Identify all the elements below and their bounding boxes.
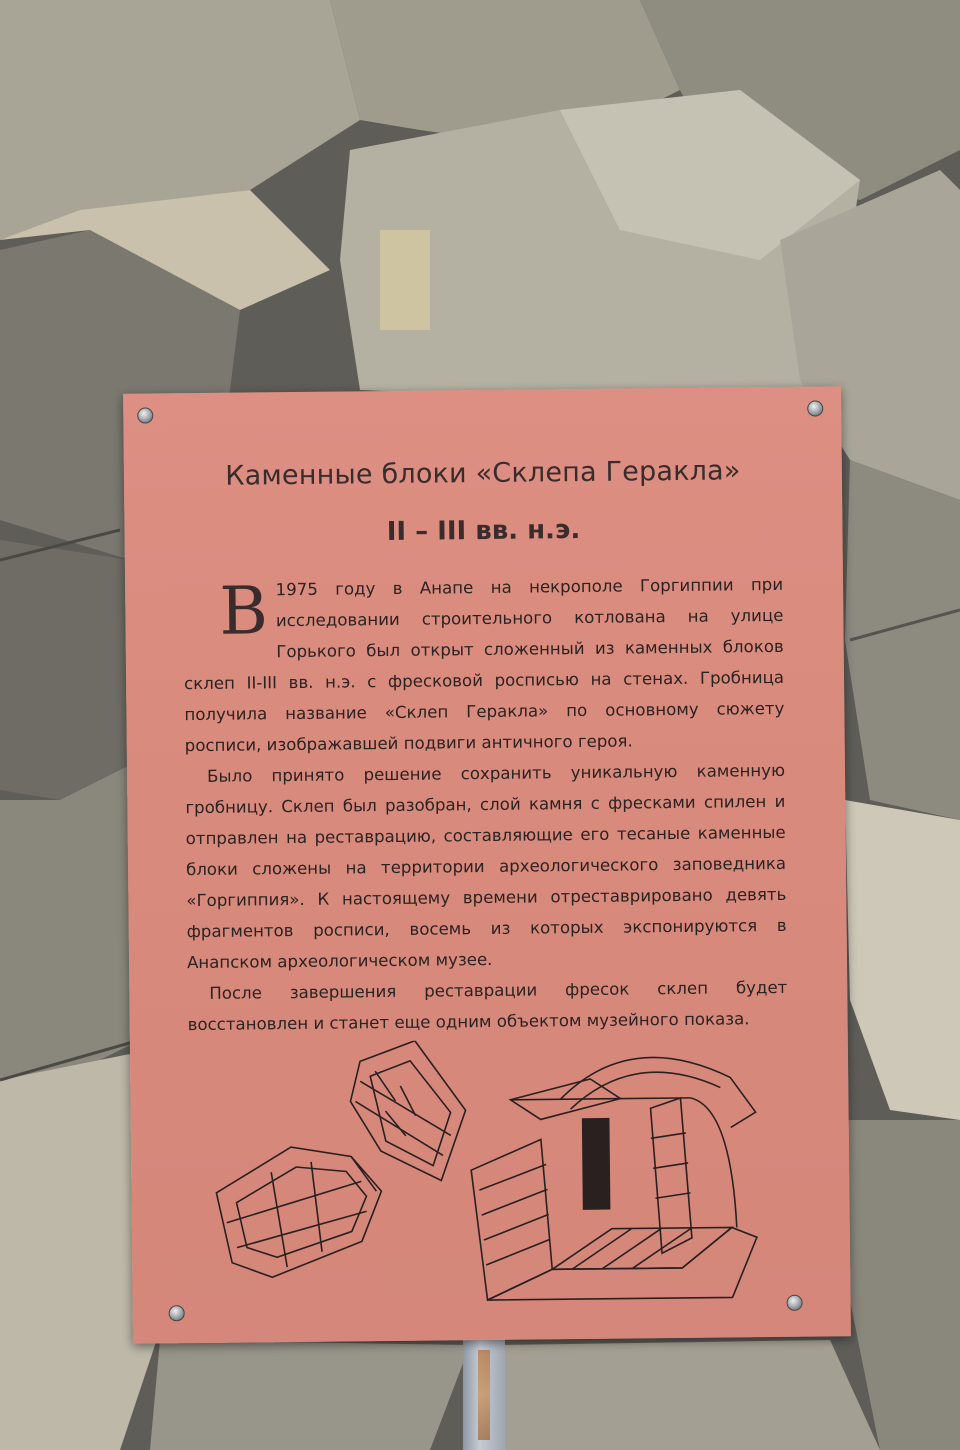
screw-icon xyxy=(169,1305,185,1321)
screw-icon xyxy=(807,400,823,416)
screw-icon xyxy=(787,1295,803,1311)
sign-body xyxy=(183,527,788,1040)
sign-subtitle: II – III вв. н.э. xyxy=(386,515,581,548)
paragraph-1: 1975 году в Анапе на некрополе Горгиппии при исследовании строительного котлована на улице Горького был открыт сложенный из каменных блоков склеп II-III вв. н.э. с фресковой росписью на стенах. Гробница получила название «Склеп Геракла» по основному сюжету росписи, изображавшей подвиги античного героя. xyxy=(183,574,785,756)
drop-cap: В xyxy=(218,572,269,650)
crypt-illustrations xyxy=(210,1037,773,1313)
post-rust xyxy=(478,1350,490,1440)
first-paragraph-block xyxy=(183,527,785,761)
sign-title: Каменные блоки «Склепа Геракла» xyxy=(225,455,741,492)
paragraph-2: Было принято решение сохранить уникальную каменную гробницу. Склеп был разобран, слой камня с фресками спилен и отправлен на реставрацию, составляющие его тесаные каменные блоки сложены на территории археологического заповедника «Горгиппия». К настоящему времени отреставрировано девять фрагментов росписи, восемь из которых экспонируются в Анапском археологическом музее. xyxy=(185,760,787,973)
crypt-cutaway-drawing xyxy=(470,1056,758,1300)
crypt-plan-drawing xyxy=(215,1040,467,1278)
paragraph-3: После завершения реставрации фресок склеп будет восстановлен и станет еще одним объектом музейного показа. xyxy=(187,977,788,1035)
info-sign xyxy=(123,386,851,1343)
screw-icon xyxy=(137,407,153,423)
